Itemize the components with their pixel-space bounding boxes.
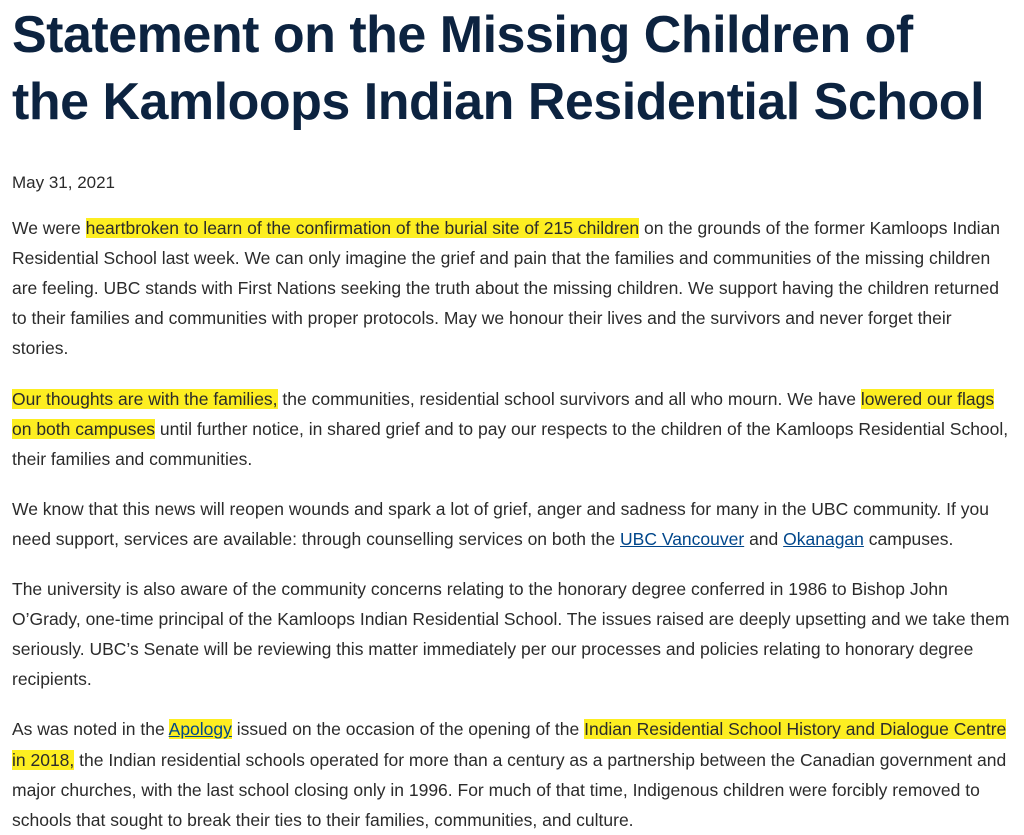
text-segment: issued on the occasion of the opening of the: [231, 719, 585, 740]
text-segment: The university is also aware of the community concerns relating to the honorary degree conferred in 1986 to Bishop John O’Grady, one-time principal of the Kamloops Indian Residential School. The issues raised are deeply upsetting and we take them seriously. UBC’s Senate will be reviewing this matter immediately per our processes and policies relating to honorary degree recipients.: [12, 579, 1010, 690]
paragraph-3: [12, 494, 1010, 554]
text-segment: and: [744, 528, 784, 549]
highlighted-text: Indian Residential School History and Dialogue Centre in 2018,: [12, 719, 1007, 770]
text-segment: As was noted in the: [12, 719, 169, 740]
text-segment: until further notice, in shared grief and to pay our respects to the children of the Kamloops Residential School, their families and communities.: [12, 418, 1009, 469]
page-title: Statement on the Missing Children of the Kamloops Indian Residential School: [12, 6, 985, 131]
text-segment: the communities, residential school survivors and all who mourn. We have: [277, 388, 861, 409]
highlighted-text: lowered our flags on both campuses: [12, 388, 995, 439]
link-apology[interactable]: Apology: [168, 719, 232, 740]
text-segment: campuses.: [863, 528, 954, 549]
publish-date: May 31, 2021: [12, 173, 116, 193]
text-segment: on the grounds of the former Kamloops Indian Residential School last week. We can only imagine the grief and pain that the families and communities of the missing children are feeling. UBC stands with First Nations seeking the truth about the missing children. We support having the children returned to their families and communities with proper protocols. May we honour their lives and the survivors and never forget their stories.: [12, 218, 1001, 359]
paragraph-2: [12, 384, 1010, 474]
highlighted-text: Our thoughts are with the families,: [12, 388, 278, 409]
text-segment: We know that this news will reopen wounds and spark a lot of grief, anger and sadness for many in the UBC community. If you need support, services are available: through counselling services on both the: [12, 498, 989, 549]
link-okanagan[interactable]: Okanagan: [783, 528, 864, 549]
link-ubc-vancouver[interactable]: UBC Vancouver: [620, 528, 745, 549]
highlighted-text: heartbroken to learn of the confirmation of the burial site of 215 children: [85, 218, 640, 239]
text-segment: the Indian residential schools operated for more than a century as a partnership between the Canadian government and major churches, with the last school closing only in 1996. For much of that time, Indigenous children were forcibly removed to schools that sought to break their ties to their families, communities, and culture.: [12, 749, 1007, 830]
paragraph-4: [12, 574, 1010, 694]
paragraph-1: [12, 213, 1010, 363]
paragraph-5: [12, 714, 1010, 834]
text-segment: We were: [12, 218, 86, 239]
